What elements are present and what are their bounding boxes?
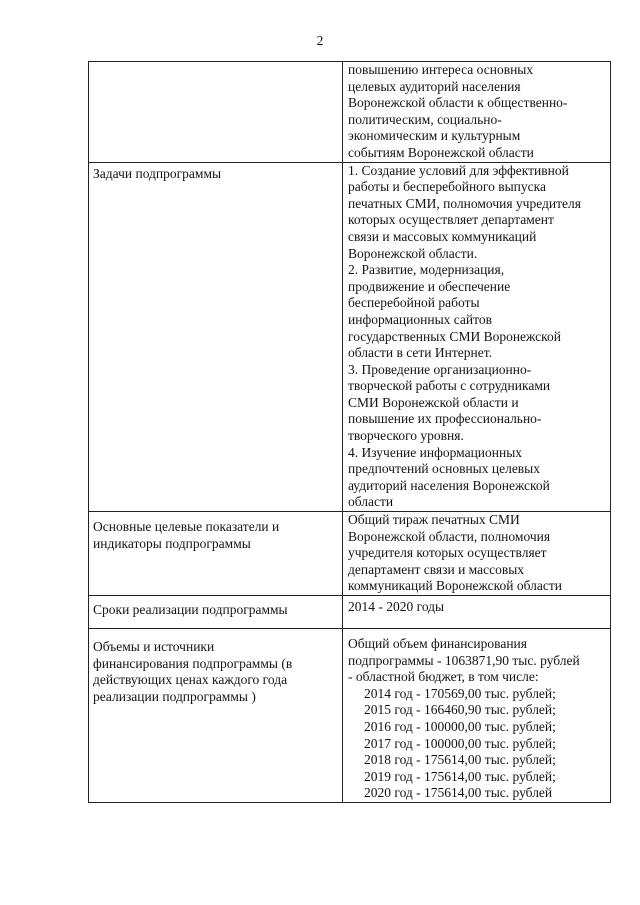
funding-year-line: 2018 год - 175614,00 тыс. рублей; [364,752,556,768]
funding-label-line: действующих ценах каждого года [93,672,288,688]
indicators-label-line: Основные целевые показатели и [93,519,280,535]
tasks-line: бесперебойной работы [348,295,480,311]
terms-value: 2014 - 2020 годы [348,599,445,614]
indicators-line: департамент связи и массовых [348,561,525,577]
tasks-line: области в сети Интернет. [348,345,492,361]
funding-year-line: 2019 год - 175614,00 тыс. рублей; [364,768,556,784]
terms-label-cell [89,596,343,629]
tasks-line: государственных СМИ Воронежской [348,328,561,344]
tasks-label-cell [89,162,343,511]
funding-label-line: финансирования подпрограммы (в [93,655,293,671]
indicators-line: учредителя которых осуществляет [348,545,547,561]
tasks-line: информационных сайтов [348,311,492,327]
terms-value-cell [343,596,611,629]
funding-label-cell [89,629,343,803]
funding-year-line: 2016 год - 100000,00 тыс. рублей; [364,718,556,734]
tasks-line: 3. Проведение организационно- [348,361,532,377]
tasks-line: творческой работы с сотрудниками [348,378,551,394]
indicators-line: Воронежской области, полномочия [348,528,551,544]
tasks-line: аудиторий населения Воронежской [348,477,550,493]
goal-line: событиям Воронежской области [348,144,534,160]
funding-label-line: реализации подпрограммы ) [93,688,256,704]
funding-intro-line: подпрограммы - 1063871,90 тыс. рублей [348,652,580,668]
table-row-funding [89,629,611,803]
funding-year-line: 2015 год - 166460,90 тыс. рублей; [364,702,556,718]
tasks-line: которых осуществляет департамент [348,212,554,228]
tasks-line: предпочтений основных целевых [348,461,540,477]
goal-line: политическим, социально- [348,111,502,127]
page-number: 2 [316,33,324,48]
goal-line: Воронежской области к общественно- [348,95,568,111]
tasks-line: СМИ Воронежской области и [348,394,519,410]
funding-text-cell [343,629,611,803]
goal-line: целевых аудиторий населения [348,78,521,94]
table-row-indicators [89,512,611,596]
tasks-line: печатных СМИ, полномочия учредителя [348,195,581,211]
goal-line: повышению интереса основных [348,62,534,77]
tasks-line: 2. Развитие, модернизация, [348,262,505,278]
funding-label-line: Объемы и источники [93,639,215,654]
tasks-line: повышение их профессионально- [348,411,542,427]
funding-year-line: 2014 год - 170569,00 тыс. рублей; [364,685,556,701]
tasks-line: работы и бесперебойного выпуска [348,179,546,195]
table-row-goal-continuation [89,62,611,163]
funding-intro-line: Общий объем финансирования [348,636,527,651]
tasks-line: 1. Создание условий для эффективной [348,162,569,178]
funding-year-line: 2020 год - 175614,00 тыс. рублей [364,785,553,801]
table-row-tasks [89,162,611,511]
tasks-label: Задачи подпрограммы [93,165,222,181]
tasks-line: продвижение и обеспечение [348,278,511,294]
tasks-line: творческого уровня. [348,428,464,444]
indicators-line: Общий тираж печатных СМИ [348,512,520,528]
table-row-terms [89,596,611,629]
goal-continuation-text-cell [343,62,611,163]
tasks-line: 4. Изучение информационных [348,444,523,460]
indicators-label-cell [89,512,343,596]
goal-line: экономическим и культурным [348,128,521,144]
goal-continuation-label-cell [89,62,343,163]
funding-intro-line: - областной бюджет, в том числе: [348,669,539,685]
tasks-text-cell [343,162,611,511]
indicators-line: коммуникаций Воронежской области [348,578,562,594]
terms-label: Сроки реализации подпрограммы [93,602,288,617]
indicators-label-line: индикаторы подпрограммы [93,535,251,551]
subprogram-passport-table [88,61,611,803]
tasks-line: области [348,494,394,510]
indicators-text-cell [343,512,611,596]
tasks-line: связи и массовых коммуникаций [348,228,537,244]
funding-year-line: 2017 год - 100000,00 тыс. рублей; [364,735,556,751]
tasks-line: Воронежской области. [348,245,478,261]
